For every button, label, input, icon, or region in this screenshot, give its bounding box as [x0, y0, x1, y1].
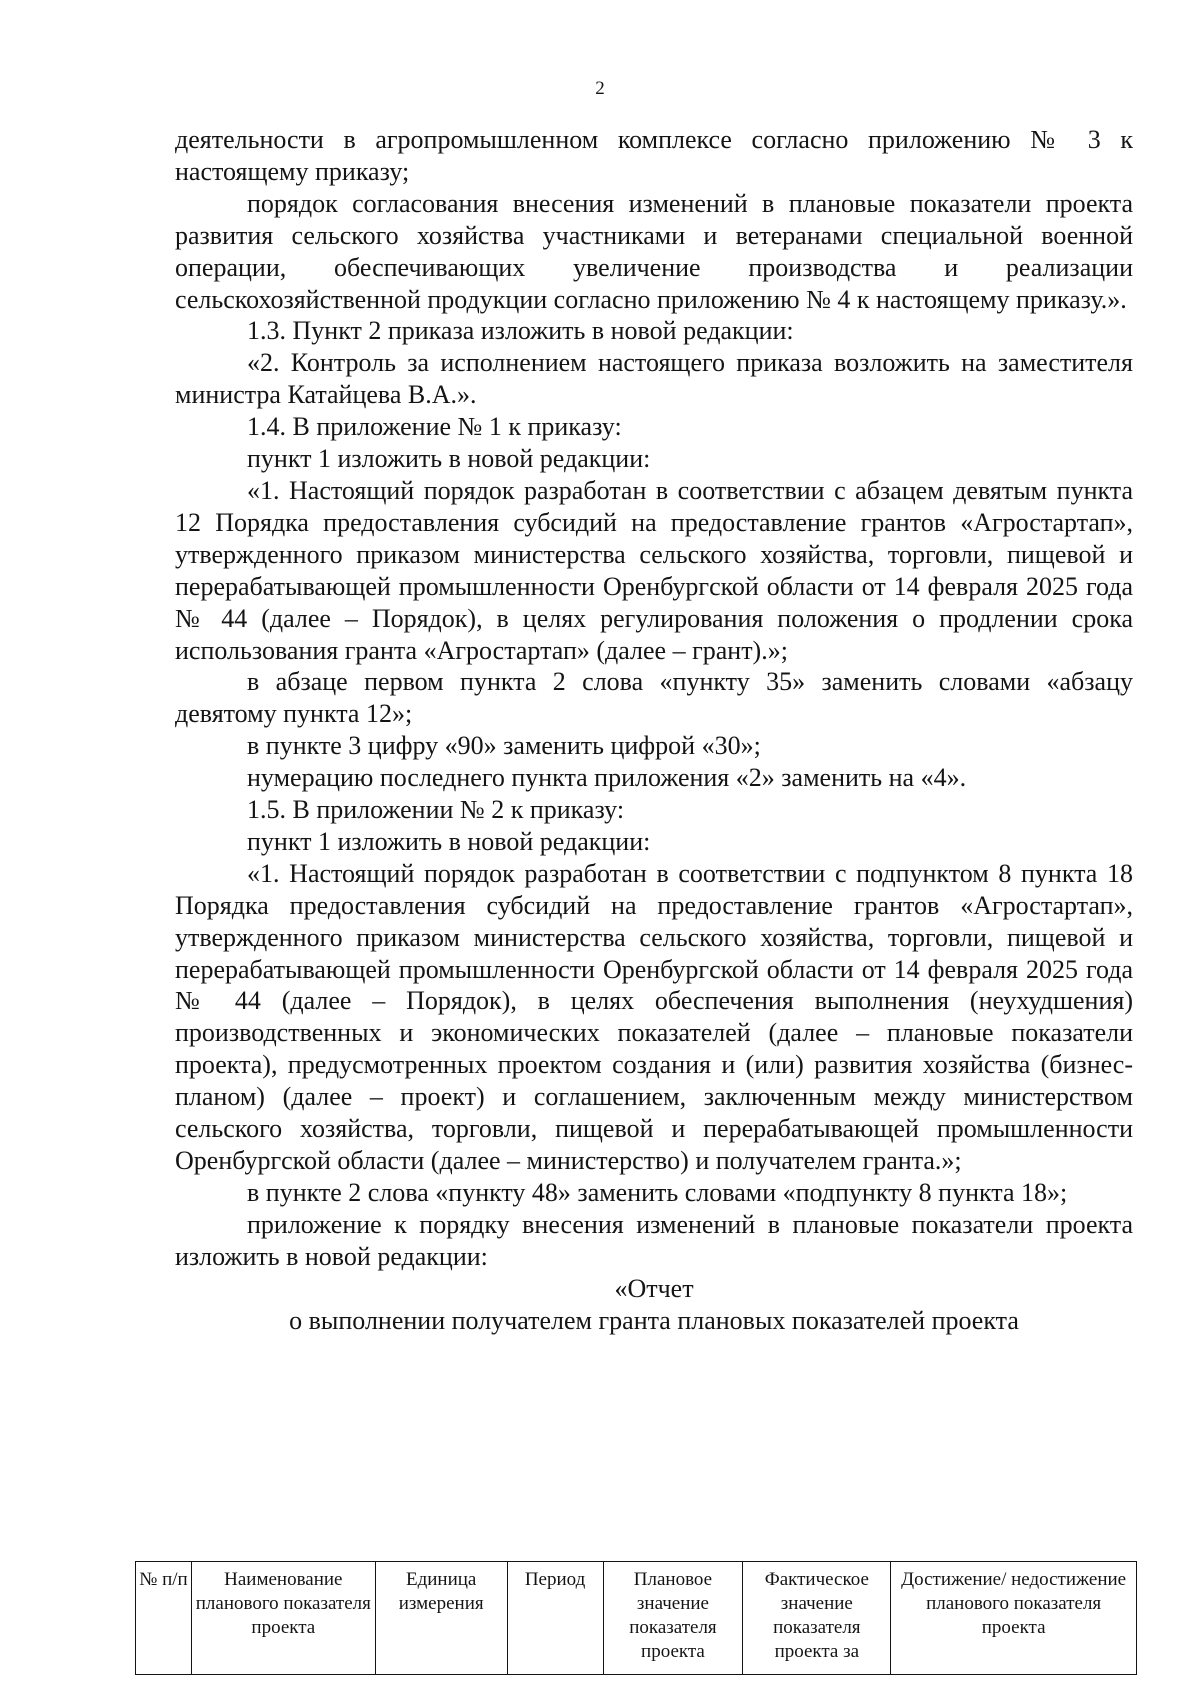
- paragraph: «1. Настоящий порядок разработан в соответствии с подпунктом 8 пункта 18 Порядка предоставления субсидий на предоставление грантов «Агростартап», утвержденного приказом министерства сельского хозяйства, торговли, пищевой и перерабатывающей промышленности Оренбургской области от 14 февраля 2025 года № 44 (далее – Порядок), в целях обеспечения выполнения (неухудшения) производственных и экономических показателей (далее – плановые показатели проекта), предусмотренных проектом создания и (или) развития хозяйства (бизнес-планом) (далее – проект) и соглашением, заключенным между министерством сельского хозяйства, торговли, пищевой и перерабатывающей промышленности Оренбургской области (далее – министерство) и получателем гранта.»;: [175, 858, 1133, 1175]
- paragraph: порядок согласования внесения изменений в плановые показатели проекта развития сельского хозяйства участниками и ветеранами специальной военной операции, обеспечивающих увеличение производства и реализации сельскохозяйственной продукции согласно приложению № 4 к настоящему приказу.».: [175, 188, 1133, 314]
- table-header-cell: Плановое значение показателя проекта: [603, 1562, 743, 1675]
- paragraph: 1.3. Пункт 2 приказа изложить в новой редакции:: [247, 316, 794, 346]
- table-header-cell: Наименование планового показателя проекта: [191, 1562, 375, 1675]
- paragraph: в пункте 2 слова «пункту 48» заменить словами «подпункту 8 пункта 18»;: [247, 1177, 1068, 1207]
- paragraph: в абзаце первом пункта 2 слова «пункту 35» заменить словами «абзацу девятому пункта 12»;: [175, 667, 1133, 729]
- paragraph: в пункте 3 цифру «90» заменить цифрой «30»;: [247, 731, 761, 761]
- report-subtitle: о выполнении получателем гранта плановых показателей проекта: [289, 1305, 1019, 1335]
- table-header-cell: Достижение/ недостижение планового показателя проекта: [891, 1562, 1137, 1675]
- table-header-cell: Период: [507, 1562, 603, 1675]
- table-header-cell: Единица измерения: [375, 1562, 507, 1675]
- document-body: [175, 124, 1133, 1336]
- paragraph: «2. Контроль за исполнением настоящего приказа возложить на заместителя министра Катайцева В.А.».: [175, 348, 1133, 410]
- table-header-cell: № п/п: [136, 1562, 192, 1675]
- report-table: [135, 1561, 1137, 1675]
- report-title: «Отчет: [614, 1273, 694, 1303]
- paragraph: пункт 1 изложить в новой редакции:: [247, 444, 651, 474]
- paragraph: деятельности в агропромышленном комплексе согласно приложению № 3 к настоящему приказу;: [175, 125, 1133, 186]
- page-number: 2: [595, 78, 605, 99]
- paragraph: «1. Настоящий порядок разработан в соответствии с абзацем девятым пункта 12 Порядка предоставления субсидий на предоставление грантов «Агростартап», утвержденного приказом министерства сельского хозяйства, торговли, пищевой и перерабатывающей промышленности Оренбургской области от 14 февраля 2025 года № 44 (далее – Порядок), в целях регулирования положения о продлении срока использования гранта «Агростартап» (далее – грант).»;: [175, 475, 1133, 665]
- table-header-cell: Фактическое значение показателя проекта за: [743, 1562, 891, 1675]
- paragraph: 1.5. В приложении № 2 к приказу:: [247, 795, 625, 825]
- paragraph: нумерацию последнего пункта приложения «2» заменить на «4».: [247, 763, 967, 793]
- paragraph: приложение к порядку внесения изменений в плановые показатели проекта изложить в новой редакции:: [175, 1209, 1133, 1271]
- paragraph: пункт 1 изложить в новой редакции:: [247, 826, 651, 856]
- paragraph: 1.4. В приложение № 1 к приказу:: [247, 412, 622, 442]
- table-header-row: [136, 1562, 1137, 1675]
